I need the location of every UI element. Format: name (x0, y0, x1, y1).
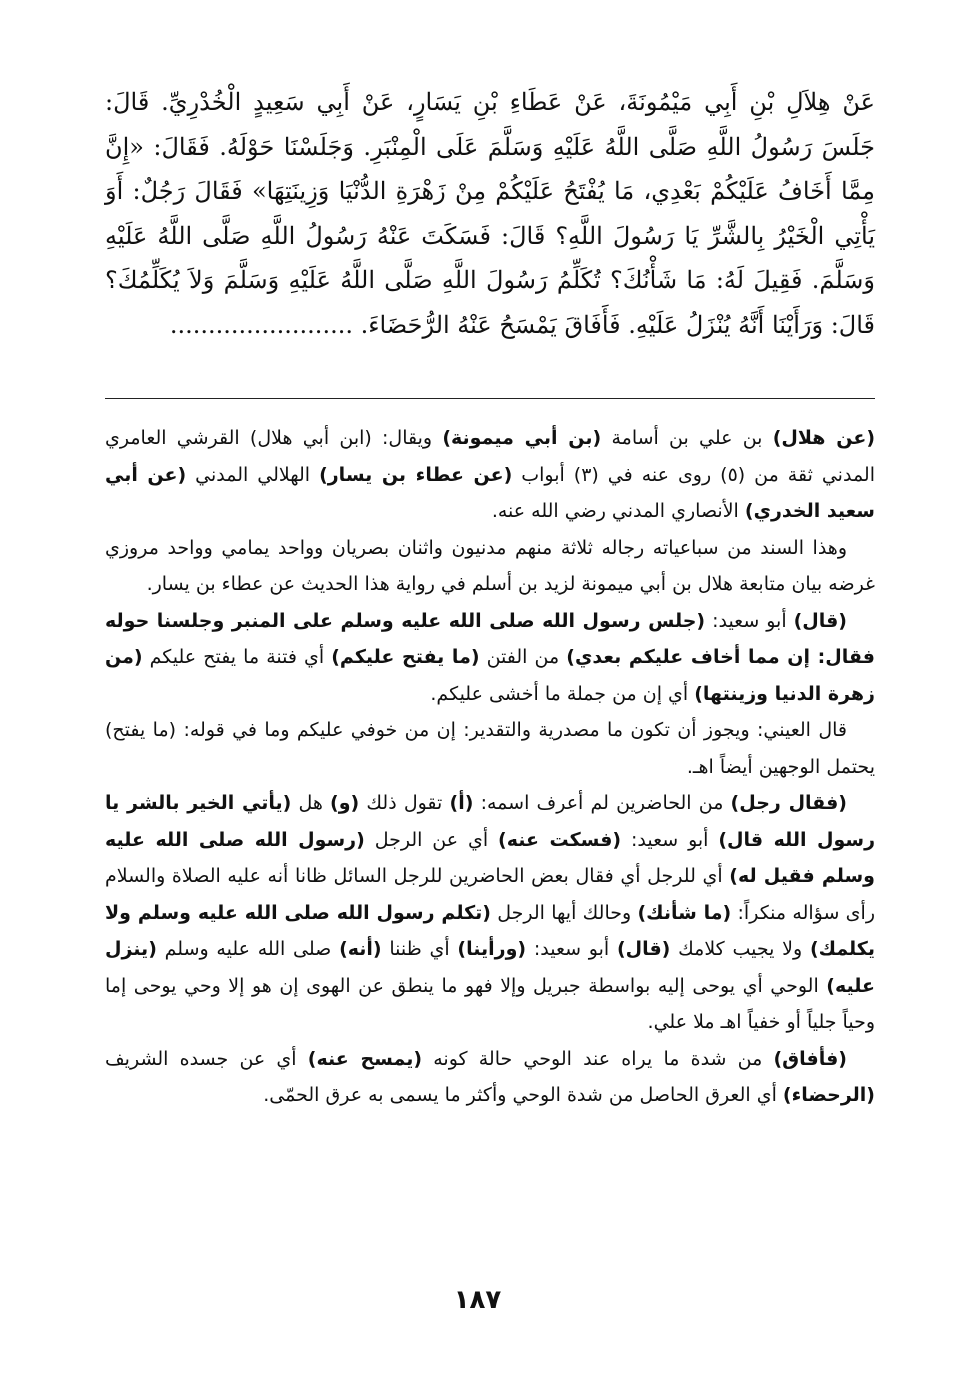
bold-quoted-phrase: (فسكت عنه) (498, 828, 622, 851)
commentary-text-run: من الفتن (479, 646, 567, 668)
commentary-text-run: أي للرجل أي فقال بعض الحاضرين للرجل السائل ظانا أنه عليه الصلاة والسلام رأى سؤاله منكراً: (105, 865, 876, 924)
commentary-section (105, 420, 875, 1114)
bold-quoted-phrase: (ما يفتح عليكم) (331, 646, 480, 668)
bold-quoted-phrase: (عن أبي سعيد الخدري) (105, 463, 875, 522)
bold-quoted-phrase: (أ) (449, 792, 474, 814)
commentary-text-run: من الحاضرين لم أعرف اسمه: (473, 792, 731, 814)
hadith-text: عَنْ هِلاَلِ بْنِ أَبِي مَيْمُونَةَ، عَنْ عَطَاءِ بْنِ يَسَارٍ، عَنْ أَبِي سَعِيدٍ الْخُدْرِيِّ. قَالَ: جَلَسَ رَسُولُ اللَّهِ صَلَّى اللَّهُ عَلَيْهِ وَسَلَّمَ عَلَى الْمِنْبَرِ. وَجَلَسْنَا حَوْلَهُ. فَقَالَ: «إِنَّ مِمَّا أَخَافُ عَلَيْكُمْ بَعْدِي، مَا يُفْتَحُ عَلَيْكُمْ مِنْ زَهْرَةِ الدُّنْيَا وَزِينَتِهَا» فَقَالَ رَجُلٌ: أَوَ يَأْتِي الْخَيْرُ بِالشَّرِّ يَا رَسُولَ اللَّهِ؟ قَالَ: فَسَكَتَ عَنْهُ رَسُولُ اللَّهِ صَلَّى اللَّهُ عَلَيْهِ وَسَلَّمَ. فَقِيلَ لَهُ: مَا شَأْنُكَ؟ تُكَلِّمُ رَسُولَ اللَّهِ صَلَّى اللَّهُ عَلَيْهِ وَسَلَّمَ وَلاَ يُكَلِّمُكَ؟ قَالَ: وَرَأَيْنَا أَنَّهُ يُنْزَلُ عَلَيْهِ. فَأَفَاقَ يَمْسَحُ عَنْهُ الرُّحَضَاءَ. ........................ (105, 88, 875, 339)
commentary-text-run: ولا يجيب كلامك (670, 938, 810, 960)
hadith-section (105, 70, 875, 347)
commentary-text-run: وحالك أيها الرجل (490, 901, 638, 924)
commentary-text-run: أي العرق الحاصل من شدة الوحي وأكثر ما يسمى به عرق الحمّى. (263, 1084, 783, 1106)
commentary-text-run: ويقال: (ابن أبي هلال) القرشي العامري المدني ثقة من (٥) روى عنه في (٣) أبواب (105, 427, 875, 486)
footnote-divider (105, 398, 875, 399)
commentary-text-run: تقول ذلك (359, 792, 450, 814)
bold-quoted-phrase: (جلس رسول الله صلى الله عليه وسلم على المنبر وجلسنا حوله فقال: إن مما أخاف عليكم بعدي) (105, 609, 875, 668)
bold-quoted-phrase: (قال) (616, 938, 671, 960)
bold-quoted-phrase: (بن أبي ميمونة) (442, 427, 602, 449)
bold-quoted-phrase: (فأفاق) (773, 1047, 847, 1070)
commentary-text-run: بن علي بن أسامة (601, 427, 773, 449)
bold-quoted-phrase: (ورأينا) (457, 938, 527, 960)
bold-quoted-phrase: (الرحضاء) (782, 1084, 875, 1106)
commentary-text-run: الوحي أي يوحى إليه بواسطة جبريل وإلا فهو ما ينطق عن الهوى إن هو إلا وحي يوحى إما وحياً جلياً أو خفياً اهـ ملا علي. (105, 974, 875, 1033)
commentary-paragraph (105, 712, 875, 785)
commentary-text-run: هل (291, 792, 331, 814)
commentary-text-run: أي عن جسده الشريف (105, 1047, 308, 1070)
bold-quoted-phrase: (يأتي الخير بالشر يا رسول الله قال) (105, 792, 876, 851)
commentary-text-run: أبو سعيد: (526, 938, 617, 960)
commentary-paragraph (105, 603, 875, 713)
bold-quoted-phrase: (فقال رجل) (730, 792, 847, 814)
bold-quoted-phrase: (من زهرة الدنيا وزينتها) (105, 646, 875, 705)
commentary-paragraph (105, 420, 875, 530)
commentary-text-run: أبو سعيد: (621, 828, 719, 851)
commentary-text-run: أي ظننا (381, 938, 458, 960)
bold-quoted-phrase: (قال) (793, 609, 847, 632)
bold-quoted-phrase: (ما شأنك) (637, 901, 732, 924)
bold-quoted-phrase: (ينزل عليه) (105, 938, 875, 997)
bold-quoted-phrase: (أنه) (339, 938, 382, 960)
commentary-text-run: أي عن الرجل (364, 828, 499, 851)
bold-quoted-phrase: (رسول الله صلى الله عليه وسلم فقيل له) (105, 828, 875, 887)
commentary-text-run: أي فتنة ما يفتح عليكم (142, 646, 332, 668)
bold-quoted-phrase: (تكلم رسول الله صلى الله عليه وسلم ولا يكلمك) (105, 901, 875, 960)
bold-quoted-phrase: (و) (330, 792, 360, 814)
commentary-text-run: أبو سعيد: (705, 609, 794, 632)
bold-quoted-phrase: (يمسح عنه) (307, 1047, 423, 1070)
commentary-text-run: وهذا السند من سباعياته رجاله ثلاثة منهم مدنيون واثنان بصريان وواحد يمامي وواحد مروزي غرضه بيان متابعة هلال بن أبي ميمونة لزيد بن أسلم في رواية هذا الحديث عن عطاء بن يسار. (105, 536, 875, 595)
commentary-text-run: من شدة ما يراه عند الوحي حالة كونه (422, 1047, 774, 1070)
commentary-paragraph (105, 1041, 875, 1114)
commentary-text-run: الهلالي المدني (186, 463, 320, 486)
bold-quoted-phrase: (عن عطاء بن يسار) (319, 463, 513, 486)
page-number: ١٨٧ (453, 1285, 502, 1315)
commentary-text-run: قال العيني: ويجوز أن تكون ما مصدرية والتقدير: إن من خوفي عليكم وما في قوله: (ما يفتح) يحتمل الوجهين أيضاً اهـ. (105, 719, 875, 778)
bold-quoted-phrase: (عن هلال) (772, 427, 876, 449)
commentary-text-run: صلى الله عليه وسلم (156, 938, 340, 960)
commentary-paragraph (105, 530, 875, 603)
commentary-paragraph (105, 785, 875, 1041)
commentary-text-run: أي إن من جملة ما أخشى عليكم. (430, 682, 695, 705)
commentary-text-run: الأنصاري المدني رضي الله عنه. (491, 500, 745, 522)
